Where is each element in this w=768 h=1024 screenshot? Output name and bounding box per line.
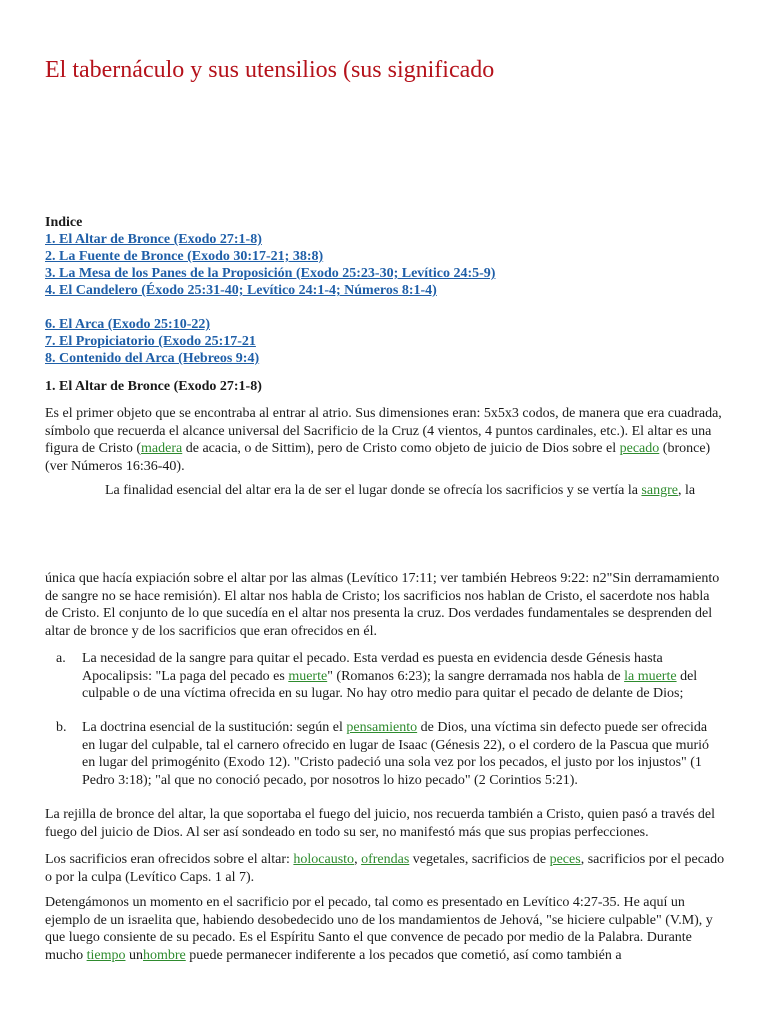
- index-link-propiciatorio[interactable]: 7. El Propiciatorio (Exodo 25:17-21: [45, 334, 256, 349]
- link-la-muerte[interactable]: la muerte: [624, 668, 677, 684]
- list-item: b. La doctrina esencial de la sustitución: según el pensamiento de Dios, una víctima sin defecto puede ser ofrecida en lugar del culpable, tal el carnero ofrecido en lugar de Isaac (Génesis 22), o el cordero de la Pascua que murió en lugar del primogénito (Exodo 12). "Cristo padeció una sola vez por los pecados, el justo por los injustos" (1 Pedro 3:18); "al que no conoció pecado, por nosotros lo hizo pecado" (2 Corintios 5:21).: [56, 720, 710, 788]
- list-marker: a.: [56, 651, 66, 666]
- index-heading: Indice: [45, 215, 83, 230]
- link-ofrendas[interactable]: ofrendas: [361, 852, 410, 867]
- link-peces[interactable]: peces: [549, 852, 581, 867]
- link-muerte[interactable]: muerte: [288, 668, 328, 684]
- paragraph-expiacion: única que hacía expiación sobre el altar por las almas (Levítico 17:11; ver también Hebreos 9:22: n2"Sin derramamiento de sangre no se hace remisión). El altar nos habla de Cristo; los sacrificios nos hablan de Cristo, el sacerdote nos habla de Cristo. El conjunto de lo que sucedía en el altar nos presenta la cruz. Dos verdades fundamentales se desprenden del altar de bronce y de los sacrificios que eran ofrecidos en él.: [45, 571, 720, 639]
- list-item: a. La necesidad de la sangre para quitar el pecado. Esta verdad es puesta en evidencia desde Génesis hasta Apocalipsis: "La paga del pecado es muerte" (Romanos 6:23); la sangre derramada nos habla de la muerte del culpable o de una víctima ofrecida en su lugar. No hay otro medio para quitar el pecado de delante de Dios;: [56, 651, 698, 702]
- paragraph-detengamonos: Detengámonos un momento en el sacrificio por el pecado, tal como es presentado en Levítico 4:27-35. He aquí un ejemplo de un israelita que, habiendo desobedecido uno de los mandamientos de Jehová, "se hiciere culpable" (V.M), y que luego consiente de su pecado. Es el Espíritu Santo el que convence de pecado por medio de la Palabra. Durante mucho tiempo unhombre puede permanecer indiferente a los pecados que cometió, así como también a: [45, 895, 713, 963]
- paragraph-rejilla: La rejilla de bronce del altar, la que soportaba el fuego del juicio, nos recuerda también a Cristo, quien pasó a través del fuego del juicio de Dios. Al ser así sondeado en todo su ser, no manifestó más que sus propias perfecciones.: [45, 807, 716, 840]
- index: [45, 214, 495, 367]
- link-hombre[interactable]: hombre: [143, 947, 186, 963]
- index-link-arca[interactable]: 6. El Arca (Exodo 25:10-22): [45, 317, 211, 332]
- link-madera[interactable]: madera: [141, 441, 183, 457]
- link-tiempo[interactable]: tiempo: [86, 947, 126, 963]
- list-marker: b.: [56, 720, 67, 735]
- paragraph-finalidad: La finalidad esencial del altar era la de ser el lugar donde se ofrecía los sacrificios y se vertía la sangre, la: [105, 483, 696, 498]
- index-spacer: [45, 299, 495, 316]
- index-link-contenido[interactable]: 8. Contenido del Arca (Hebreos 9:4): [45, 351, 260, 366]
- index-link-altar[interactable]: 1. El Altar de Bronce (Exodo 27:1-8): [45, 232, 262, 247]
- page-title: El tabernáculo y sus utensilios (sus significado: [45, 57, 495, 83]
- link-pensamiento[interactable]: pensamiento: [346, 720, 418, 735]
- link-pecado[interactable]: pecado: [619, 441, 660, 457]
- index-link-mesa[interactable]: 3. La Mesa de los Panes de la Proposición (Exodo 25:23-30; Levítico 24:5-9): [45, 266, 496, 281]
- link-sangre[interactable]: sangre: [641, 483, 678, 498]
- link-holocausto[interactable]: holocausto: [293, 852, 355, 867]
- paragraph-intro: Es el primer objeto que se encontraba al entrar al atrio. Sus dimensiones eran: 5x5x3 codos, de manera que era cuadrada, símbolo que recuerda el alcance universal del Sacrificio de la Cruz (4 vientos, 4 puntos cardinales, etc.). El altar es una figura de Cristo (madera de acacia, o de Sittim), pero de Cristo como objeto de juicio de Dios sobre el pecado (bronce) (ver Números 16:36-40).: [45, 406, 722, 474]
- paragraph-sacrificios: Los sacrificios eran ofrecidos sobre el altar: holocausto, ofrendas vegetales, sacrificios de peces, sacrificios por el pecado o por la culpa (Levítico Caps. 1 al 7).: [45, 852, 725, 885]
- index-link-fuente[interactable]: 2. La Fuente de Bronce (Exodo 30:17-21; 38:8): [45, 249, 324, 264]
- index-link-candelero[interactable]: 4. El Candelero (Éxodo 25:31-40; Levítico 24:1-4; Números 8:1-4): [45, 283, 437, 298]
- section-title: 1. El Altar de Bronce (Exodo 27:1-8): [45, 379, 262, 394]
